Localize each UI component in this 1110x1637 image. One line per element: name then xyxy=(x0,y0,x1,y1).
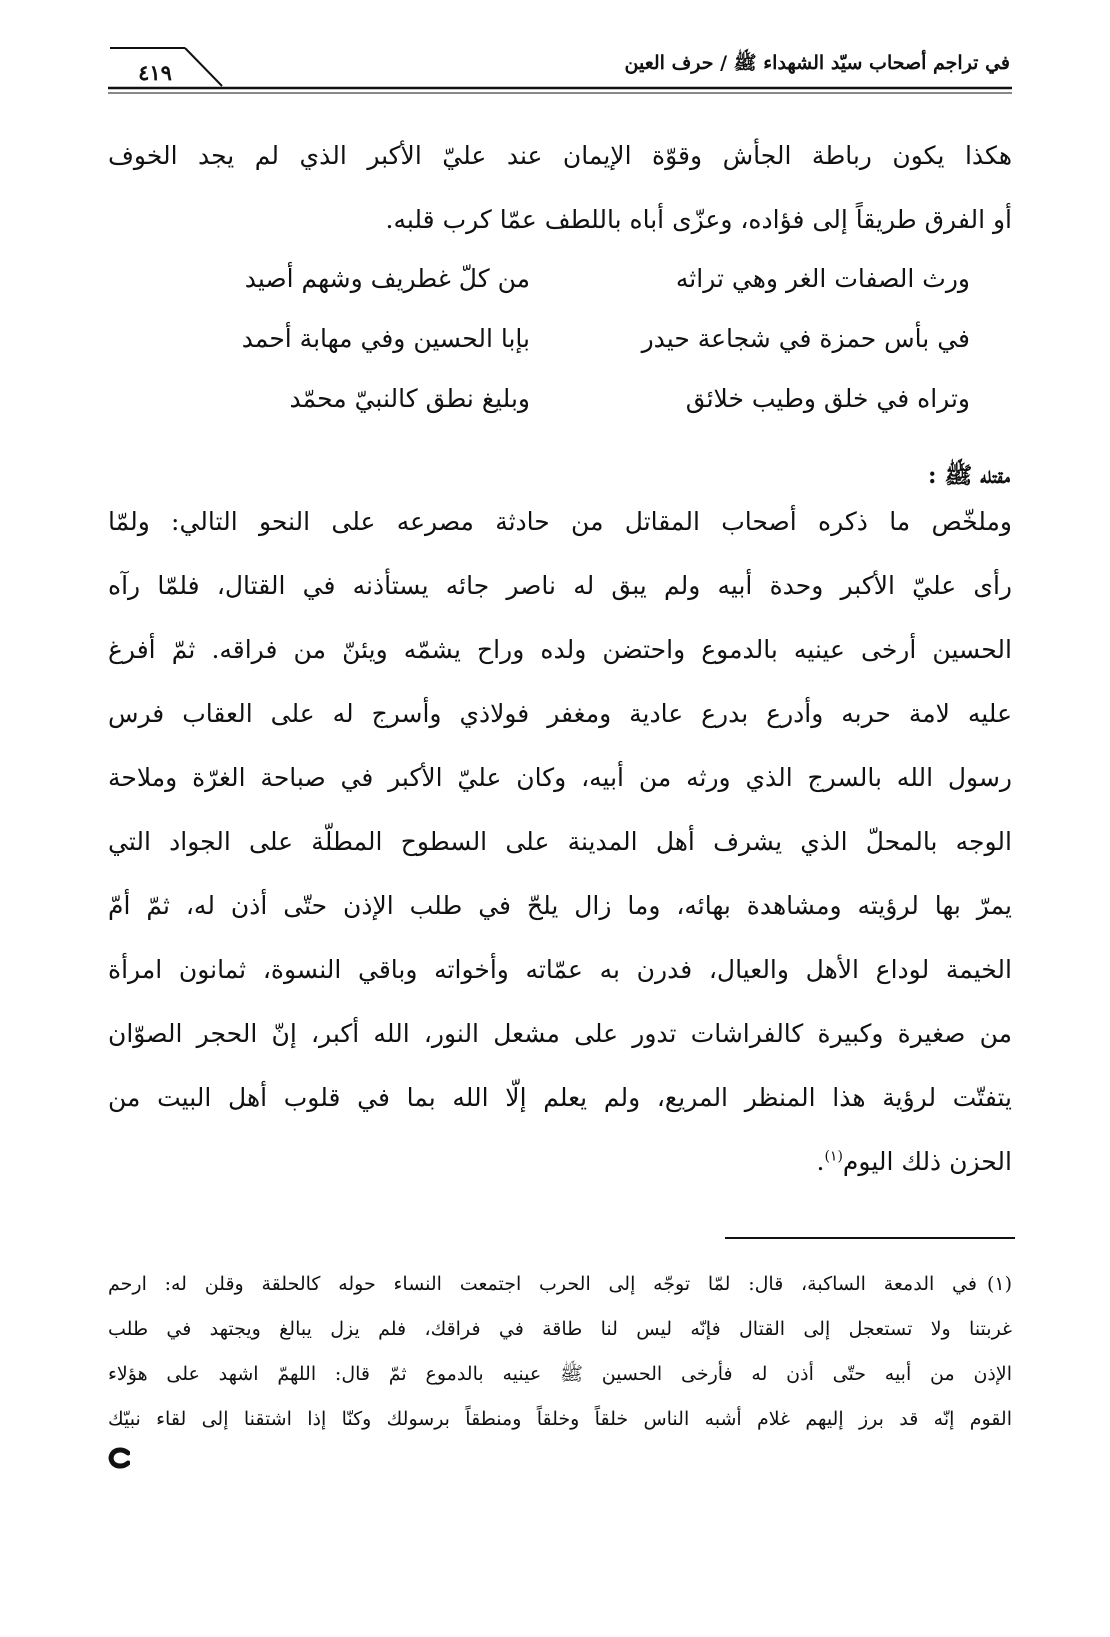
footnote-line: غربتنا ولا تستعجل إلى القتال فإنّه ليس لنا طاقة في فراقك، فلم يزل يبالغ ويجتهد في طلب xyxy=(108,1318,1012,1340)
section-heading: مقتله ﷺ : xyxy=(927,462,1010,489)
verse-first-hemistich: في بأس حمزة في شجاعة حيدر xyxy=(641,324,970,353)
footnote-number: (١) xyxy=(986,1273,1012,1295)
text-line: وملخّص ما ذكره أصحاب المقاتل من حادثة مصرعه على النحو التالي: ولمّا xyxy=(108,507,1012,536)
text-line: الحسين أرخى عينيه بالدموع واحتضن ولده وراح يشمّه ويئنّ من فراقه. ثمّ أفرغ xyxy=(108,635,1012,664)
running-title: في تراجم أصحاب سيّد الشهداء ﷺ / حرف العين xyxy=(624,52,1010,74)
footnote-reference[interactable]: (١) xyxy=(824,1148,843,1165)
intro-paragraph xyxy=(108,124,1012,252)
text-line: رأى عليّ الأكبر وحدة أبيه ولم يبق له ناصر جائه يستأذنه في القتال، فلمّا رآه xyxy=(108,571,1012,600)
text-line: يمرّ بها لرؤيته ومشاهدة بهائه، وما زال يلحّ في طلب الإذن حتّى أذن له، ثمّ أمّ xyxy=(108,891,1012,920)
text-line: الوجه بالمحلّ الذي يشرف أهل المدينة على السطوح المطلّة على الجواد التي xyxy=(108,827,1012,856)
continuation-arrow-icon xyxy=(108,1447,130,1469)
text-line: من صغيرة وكبيرة كالفراشات تدور على مشعل النور، الله أكبر، إنّ الحجر الصوّان xyxy=(108,1019,1012,1048)
text-line: هكذا يكون رباطة الجأش وقوّة الإيمان عند عليّ الأكبر الذي لم يجد الخوف xyxy=(108,141,1012,170)
footnote-line: الإذن من أبيه حتّى أذن له فأرخى الحسين ﷺ عينيه بالدموع ثمّ قال: اللهمّ اشهد على هؤلاء xyxy=(108,1363,1012,1385)
text-line: يتفتّت لرؤية هذا المنظر المريع، ولم يعلم إلّا الله بما في قلوب أهل البيت من xyxy=(108,1083,1012,1112)
verse-second-hemistich: بإبا الحسين وفي مهابة أحمد xyxy=(241,324,530,353)
poem-verse xyxy=(150,368,970,430)
verse-first-hemistich: وتراه في خلق وطيب خلائق xyxy=(685,384,970,413)
verse-second-hemistich: من كلّ غطريف وشهم أصيد xyxy=(244,264,530,293)
verse-second-hemistich: وبليغ نطق كالنبيّ محمّد xyxy=(289,384,530,413)
text-line: رسول الله بالسرج الذي ورثه من أبيه، وكان عليّ الأكبر في صباحة الغرّة وملاحة xyxy=(108,763,1012,792)
poem-verse xyxy=(150,308,970,370)
verse-first-hemistich: ورث الصفات الغر وهي تراثه xyxy=(675,264,970,293)
footnote-separator xyxy=(725,1237,1015,1239)
footnotes xyxy=(108,1262,1012,1442)
text-line: أو الفرق طريقاً إلى فؤاده، وعزّى أباه باللطف عمّا كرب قلبه. xyxy=(385,205,1012,234)
footnote-text: في الدمعة الساكبة، قال: لمّا توجّه إلى الحرب اجتمعت النساء حوله كالحلقة وقلن له: ارحم xyxy=(108,1273,977,1295)
footnote-line xyxy=(108,1262,1012,1307)
body-paragraph xyxy=(108,490,1012,1194)
footnote-line: القوم إنّه قد برز إليهم غلام أشبه الناس خلقاً وخلقاً ومنطقاً برسولك وكنّا إذا اشتقنا إلى لقاء نبيّك xyxy=(108,1408,1012,1430)
text-line-last xyxy=(108,1130,1012,1194)
last-line-text: الحزن ذلك اليوم xyxy=(842,1147,1012,1176)
poem-verse xyxy=(150,248,970,310)
page-number: ٤١٩ xyxy=(138,60,172,85)
text-line: الخيمة لوداع الأهل والعيال، فدرن به عمّاته وأخواته وباقي النسوة، ثمانون امرأة xyxy=(108,955,1012,984)
sentence-end: . xyxy=(816,1147,825,1176)
text-line: عليه لامة حربه وأدرع بدرع عادية ومغفر فولاذي وأسرج له على العقاب فرس xyxy=(108,699,1012,728)
